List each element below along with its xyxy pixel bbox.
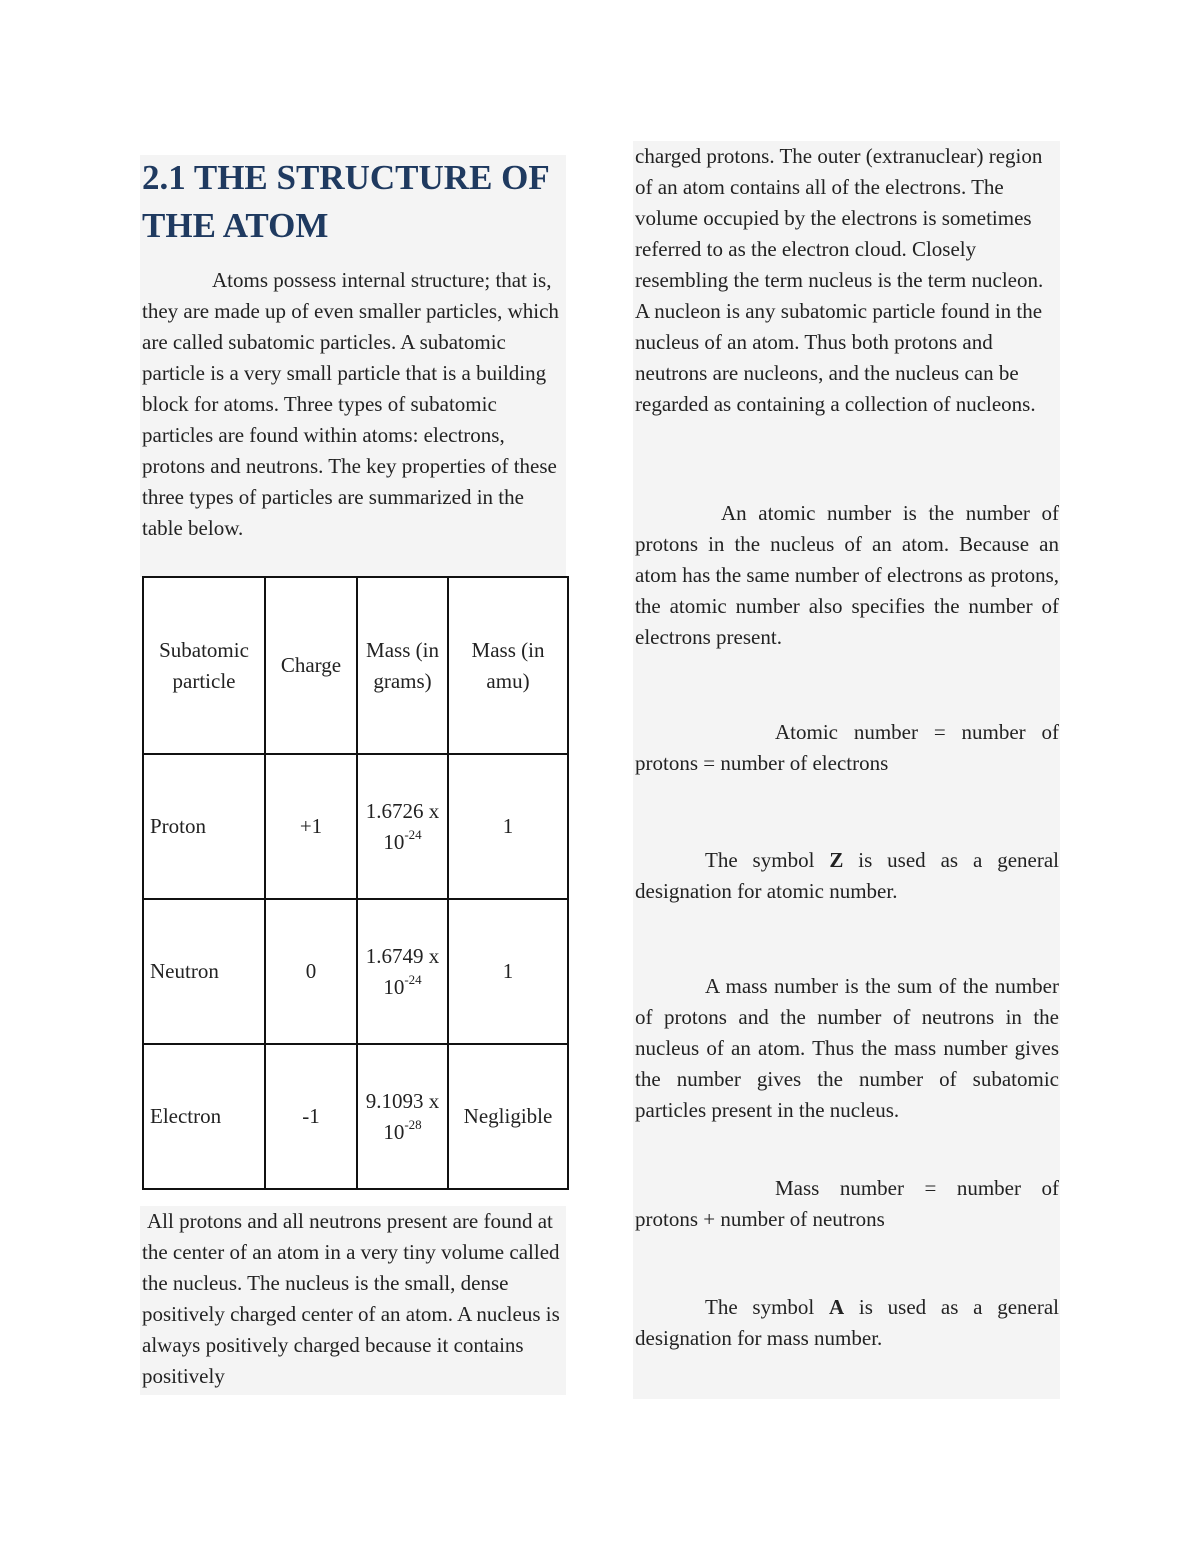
charge-cell: -1 [265,1044,357,1189]
table-header-row [143,577,568,754]
mass-grams-value: 1.6726 x 10 [365,798,440,854]
mass-number-paragraph: A mass number is the sum of the number of protons and the number of neutrons in the nucleus of an atom. Thus the mass number gives the number gives the number of subatomic particles present in the nucleus. [635,974,1059,1122]
section-title: 2.1 THE STRUCTURE OF THE ATOM [142,158,549,245]
header-cell: Charge [265,577,357,754]
mass-exponent: -28 [404,1116,422,1132]
mass-grams-cell [357,1044,448,1189]
header-cell: Subatomic particle [143,577,265,754]
particle-cell: Electron [143,1044,265,1189]
table-row [143,1044,568,1189]
z-symbol-paragraph [635,845,1059,907]
a-text-before: The symbol [705,1295,815,1319]
charge-cell: 0 [265,899,357,1044]
mass-grams-cell [357,754,448,899]
atomic-number-paragraph: An atomic number is the number of protons in the nucleus of an atom. Because an atom has the same number of electrons as protons, the atomic number also specifies the number of electrons present. [635,501,1059,649]
mass-number-equation: Mass number = number of protons + number of neutrons [635,1176,1059,1231]
mass-amu-cell: Negligible [448,1044,568,1189]
intro-paragraph: Atoms possess internal structure; that is, they are made up of even smaller particles, which are called subatomic particles. A subatomic particle is a very small particle that is a building block for atoms. Three types of subatomic particles are found within atoms: electrons, protons and neutrons. The key properties of these three types of particles are summarized in the table below. [142,268,559,540]
a-symbol: A [829,1295,845,1319]
atomic-number-equation: Atomic number = number of protons = number of electrons [635,720,1059,775]
particle-cell: Neutron [143,899,265,1044]
subatomic-particles-table [142,576,569,1190]
mass-amu-cell: 1 [448,754,568,899]
z-text-after: is used as a general designation for atomic number. [635,848,1060,903]
z-symbol: Z [829,848,844,872]
header-cell: Mass (in amu) [448,577,568,754]
mass-exponent: -24 [404,826,422,842]
particle-cell: Proton [143,754,265,899]
nucleus-paragraph: All protons and all neutrons present are found at the center of an atom in a very tiny volume called the nucleus. The nucleus is the small, dense positively charged center of an atom. A nucleus is always positively charged because it contains positively [142,1209,560,1388]
header-cell: Mass (in grams) [357,577,448,754]
mass-grams-value: 9.1093 x 10 [365,1088,440,1144]
table-row [143,754,568,899]
mass-grams-cell [357,899,448,1044]
a-symbol-paragraph [635,1292,1059,1354]
mass-exponent: -24 [404,971,422,987]
a-text-after: is used as a general designation for mass number. [635,1295,1060,1350]
z-text-before: The symbol [705,848,815,872]
table-row [143,899,568,1044]
charge-cell: +1 [265,754,357,899]
mass-amu-cell: 1 [448,899,568,1044]
continuation-paragraph: charged protons. The outer (extranuclear) region of an atom contains all of the electrons. The volume occupied by the electrons is sometimes referred to as the electron cloud. Closely resembling the term nucleus is the term nucleon. A nucleon is any subatomic particle found in the nucleus of an atom. Thus both protons and neutrons are nucleons, and the nucleus can be regarded as containing a collection of nucleons. [635,144,1044,416]
mass-grams-value: 1.6749 x 10 [365,943,440,999]
